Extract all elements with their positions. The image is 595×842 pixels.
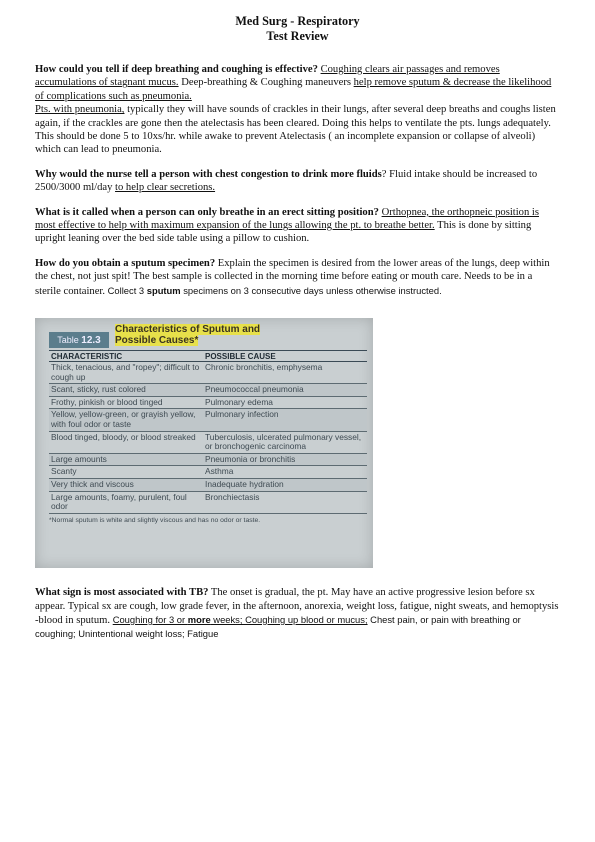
sputum-characteristics-table <box>49 350 367 514</box>
answer-part: weeks; Coughing up blood or mucus; <box>210 613 368 625</box>
answer-part: Coughing for 3 or <box>112 613 188 625</box>
question-sputum-specimen: How do you obtain a sputum specimen? <box>35 257 216 269</box>
qa-fluids <box>35 168 560 195</box>
answer-part: The onset is gradual, the pt. May have an active progressive lesion before sx appear. Typical sx are cough, low grade fever, in the afternoon, anorexia, weight loss, fatigue, night sweats, and hemoptysis -blood in sputum. <box>35 587 559 626</box>
qa-tb-sign <box>35 586 560 642</box>
answer-part: Deep-breathing & Coughing maneuvers <box>178 77 354 89</box>
answer-part: This is done by sitting upright leaning over the bed side table using a pillow to cushion. <box>35 220 532 245</box>
qa-deep-breathing <box>35 63 560 157</box>
table-row: Blood tinged, bloody, or blood streaked Tuberculosis, ulcerated pulmonary vessel, or bronchogenic carcinoma <box>49 431 367 453</box>
sputum-table-photo <box>35 318 373 568</box>
answer-part: specimens on 3 consecutive days unless otherwise instructed. <box>180 284 442 296</box>
question-deep-breathing: How could you tell if deep breathing and coughing is effective? <box>35 64 318 75</box>
column-header-characteristic: CHARACTERISTIC <box>49 351 203 362</box>
answer-part: help remove sputum & decrease the likelihood of complications such as pneumonia. <box>35 77 552 102</box>
answer-part: Coughing clears air passages and removes accumulations of stagnant mucus. <box>35 64 500 89</box>
table-row: Frothy, pinkish or blood tinged Pulmonary edema <box>49 396 367 409</box>
table-row: Very thick and viscous Inadequate hydration <box>49 479 367 492</box>
answer-part: more <box>187 613 211 625</box>
answer-part: Orthopnea, the orthopneic position is most effective to help with maximum expansion of the lungs allowing the pt. to breathe better. <box>35 206 539 232</box>
table-row: Thick, tenacious, and "ropey"; difficult to cough up Chronic bronchitis, emphysema <box>49 362 367 384</box>
answer-part: Explain the specimen is desired from the lower areas of the lungs, deep within the chest, not just spit! The best sample is collected in the morning time before eating or mouth care. Needs to be in a sterile container. <box>35 257 550 297</box>
document-title: Med Surg - Respiratory <box>235 14 360 28</box>
table-row: Large amounts Pneumonia or bronchitis <box>49 453 367 466</box>
answer-part: typically they will have sounds of crackles in their lungs, after several deep breaths and coughs listen again, if the crackles are gone then the atelectasis has been cleared. Doing this helps to ventilate the pts. lungs adequately. This should be done 5 to 10xs/hr. while awake to prevent Atelectasis ( an incomplete expansion or collapse of alveoli) which can lead to pneumonia. <box>35 104 556 156</box>
answer-part: sputum <box>146 284 181 296</box>
question-orthopnea: What is it called when a person can only breathe in an erect sitting position? <box>35 206 379 218</box>
table-footnote: *Normal sputum is white and slightly viscous and has no odor or taste. <box>49 516 261 524</box>
qa-sputum-specimen <box>35 257 560 298</box>
table-row: Large amounts, foamy, purulent, foul odor Bronchiectasis <box>49 491 367 513</box>
answer-part: Chest pain, or pain with breathing or coughing; Unintentional weight loss; Fatigue <box>35 613 521 640</box>
document-page <box>35 14 560 642</box>
table-row: Scant, sticky, rust colored Pneumococcal pneumonia <box>49 384 367 397</box>
table-row: Scanty Asthma <box>49 466 367 479</box>
answer-part: to help clear secretions. <box>115 182 216 194</box>
table-title: Characteristics of Sputum and Possible Causes* <box>115 324 261 347</box>
table-number-badge: Table 12.3 <box>49 332 109 348</box>
answer-part: ? Fluid intake should be increased to 2500/3000 ml/day <box>35 168 538 194</box>
column-header-possible-cause: POSSIBLE CAUSE <box>203 351 367 362</box>
qa-orthopnea <box>35 206 560 246</box>
document-subtitle: Test Review <box>266 29 329 43</box>
question-fluids: Why would the nurse tell a person with chest congestion to drink more fluids <box>35 168 382 180</box>
question-tb-sign: What sign is most associated with TB? <box>35 587 209 599</box>
table-row: Yellow, yellow-green, or grayish yellow, with foul odor or taste Pulmonary infection <box>49 409 367 431</box>
answer-part: Collect 3 <box>107 284 147 296</box>
answer-part: Pts. with pneumonia, <box>35 104 125 116</box>
